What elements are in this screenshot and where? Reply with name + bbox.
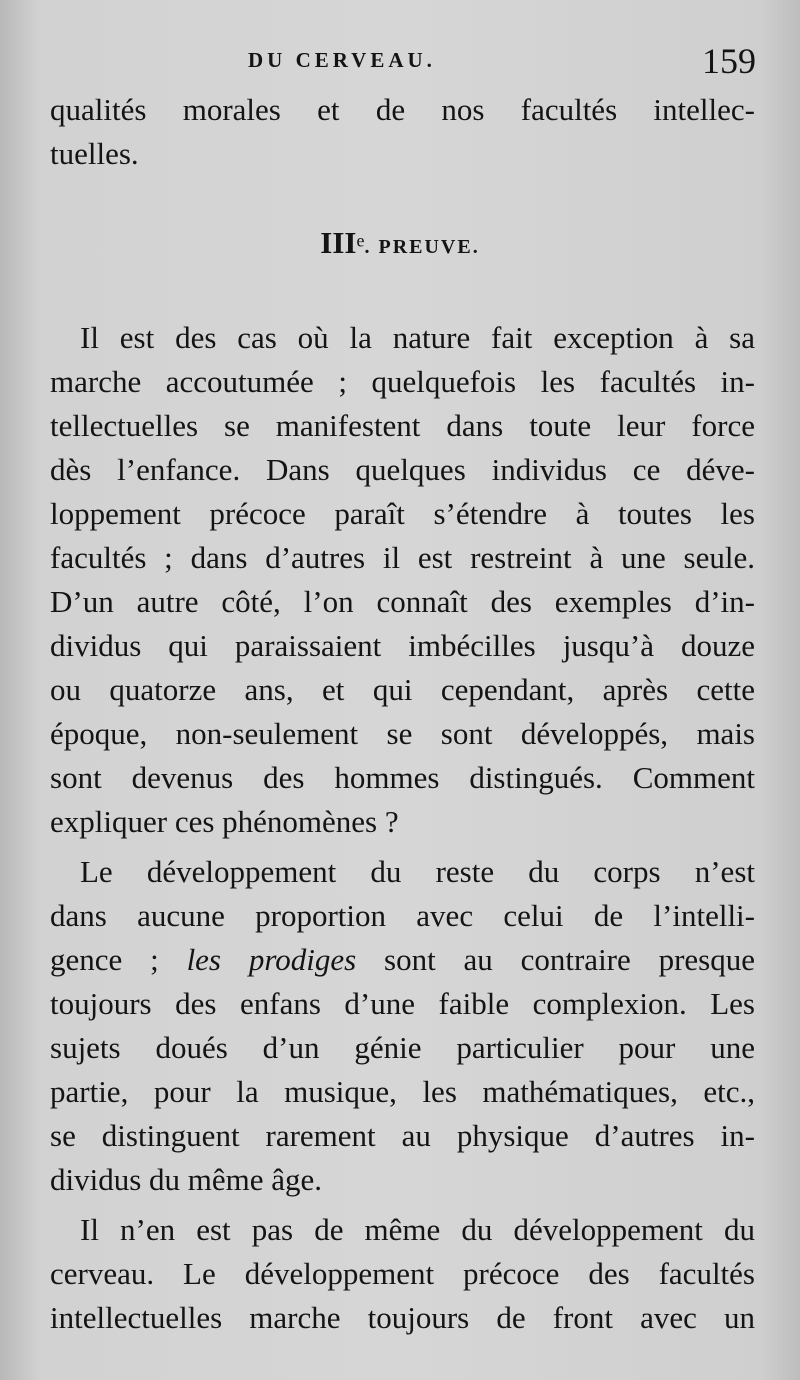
text-line: facultés ; dans d’autres il est restreint à une seule. [50,540,755,575]
italic-phrase: les prodiges [186,942,357,977]
page-header [0,40,800,90]
running-head: DU CERVEAU. [248,48,436,72]
section-title: . PREUVE. [364,236,480,258]
text-line: toujours des enfans d’une faible complexion. Les [50,986,755,1021]
paragraph [50,1208,755,1340]
page-number: 159 [702,41,756,81]
section-numeral: III [320,225,357,260]
text-line: cerveau. Le développement précoce des facultés [50,1256,755,1291]
text-line: tellectuelles se manifestent dans toute leur force [50,408,755,443]
text-line: dividus du même âge. [50,1162,323,1197]
paragraph [50,316,755,844]
section-heading [0,225,800,261]
text-line: marche accoutumée ; quelquefois les facultés in- [50,364,755,399]
text-line: se distinguent rarement au physique d’autres in- [50,1118,755,1153]
text-line: dès l’enfance. Dans quelques individus ce déve- [50,452,755,487]
text-line: loppement précoce paraît s’étendre à toutes les [50,496,755,531]
text-line: sont devenus des hommes distingués. Comment [50,760,755,795]
text-line [50,938,755,982]
text-line: ou quatorze ans, et qui cependant, après cette [50,672,755,707]
text-line: sujets doués d’un génie particulier pour une [50,1030,755,1065]
text-line: qualités morales et de nos facultés intellec- [50,92,755,127]
text-line: partie, pour la musique, les mathématiques, etc., [50,1074,755,1109]
text-line: tuelles. [50,136,139,171]
text-line: dans aucune proportion avec celui de l’intelli- [50,898,755,933]
section-numeral-suffix: e [356,230,365,251]
paragraph [50,850,755,1202]
text-line: intellectuelles marche toujours de front avec un [50,1300,755,1335]
text-fragment: gence ; [50,942,187,977]
text-line: époque, non-seulement se sont développés, mais [50,716,755,751]
text-line: Il n’en est pas de même du développement du [80,1212,755,1247]
text-line: expliquer ces phénomènes ? [50,804,399,839]
text-line: Il est des cas où la nature fait exception à sa [80,320,755,355]
text-line: dividus qui paraissaient imbécilles jusqu’à douze [50,628,755,663]
text-fragment: sont au contraire presque [356,942,756,977]
text-line: D’un autre côté, l’on connaît des exemples d’in- [50,584,755,619]
carryover-paragraph [50,88,755,176]
text-line: Le développement du reste du corps n’est [80,854,755,889]
